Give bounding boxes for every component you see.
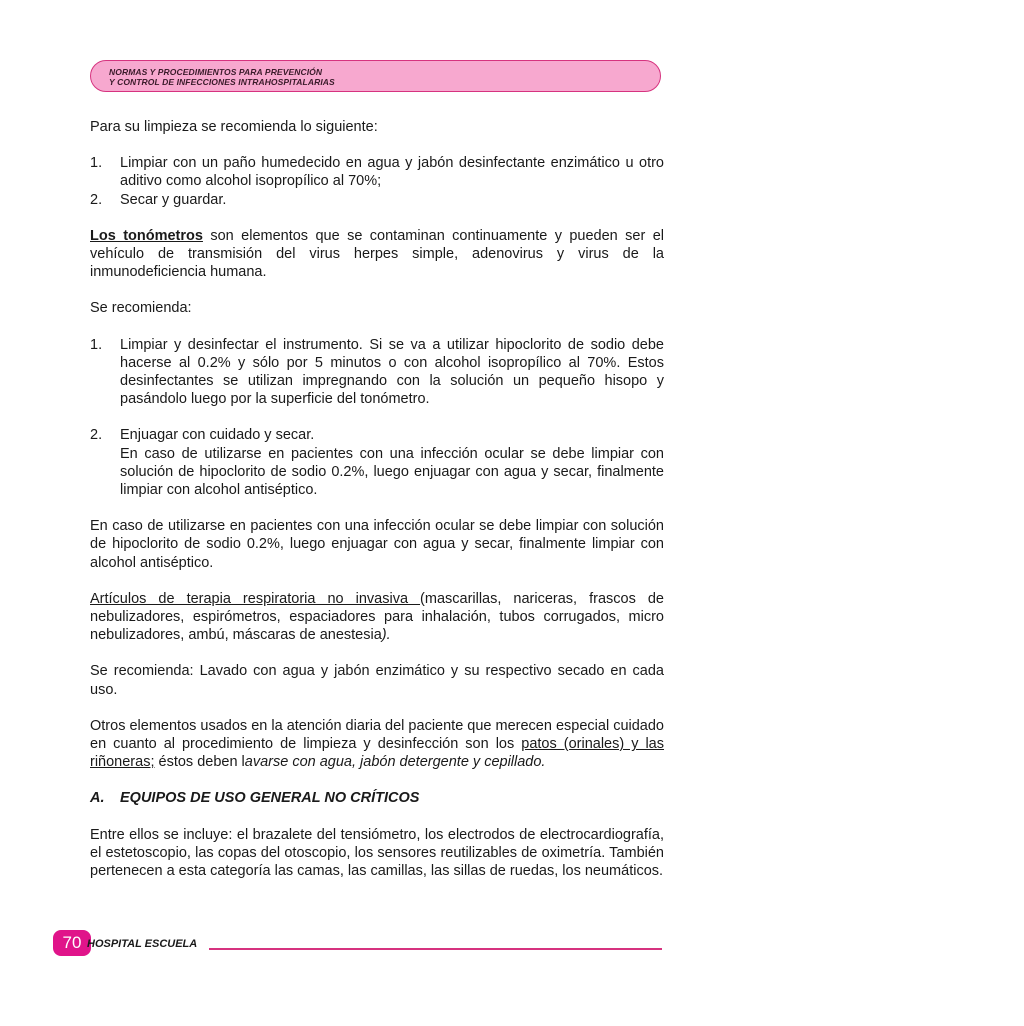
list-item — [90, 154, 664, 190]
intro-paragraph: Para su limpieza se recomienda lo siguiente: — [90, 119, 378, 135]
page-number-badge: 70 — [53, 930, 91, 956]
list-text: Secar y guardar. — [120, 191, 227, 208]
articulos-term: Artículos de terapia respiratoria no invasiva — [90, 590, 421, 607]
list-number: 2. — [90, 427, 103, 444]
list-number: 1. — [90, 336, 103, 353]
otros-underlined: patos (orinales) y las riñoneras; — [90, 736, 665, 771]
list-text: En caso de utilizarse en pacientes con una infección ocular se debe limpiar con solución de hipoclorito de sodio 0.2%, luego enjuagar con agua y secar, finalmente limpiar con alcohol antiséptico. — [120, 445, 664, 499]
articulos-paragraph — [90, 590, 664, 645]
caso-ocular-paragraph: En caso de utilizarse en pacientes con una infección ocular se debe limpiar con solución de hipoclorito de sodio 0.2%, luego enjuagar con agua y secar, finalmente limpiar con alcohol antiséptico. — [90, 518, 664, 571]
footer-rule — [209, 948, 662, 950]
list-text: Enjuagar con cuidado y secar. — [120, 427, 315, 444]
tonometros-term: Los tonómetros — [90, 227, 203, 244]
articulos-close: ). — [381, 627, 391, 644]
section-title: EQUIPOS DE USO GENERAL NO CRÍTICOS — [120, 790, 420, 807]
header-title — [109, 67, 335, 87]
list-number: 1. — [90, 155, 103, 172]
se-recomienda-label: Se recomienda: — [90, 300, 192, 317]
list-text: Limpiar y desinfectar el instrumento. Si se va a utilizar hipoclorito de sodio debe hacerse al 0.2% y sólo por 5 minutos o con alcohol isopropílico al 70%. Estos desinfectantes se utilizan impregnando con la solución un pequeño hisopo y pasándolo luego por la superficie del tonómetro. — [120, 336, 664, 408]
list-item — [90, 191, 664, 209]
header-line-1: NORMAS Y PROCEDIMIENTOS PARA PREVENCIÓN — [109, 67, 323, 77]
otros-text: Otros elementos usados en la atención diaria del paciente que merecen especial cuidado en cuanto al procedimiento de limpieza y desinfección son los — [90, 717, 664, 753]
otros-italic: avarse con agua, jabón detergente y cepillado. — [244, 754, 546, 771]
footer-label: HOSPITAL ESCUELA — [87, 938, 198, 950]
otros-paragraph — [90, 717, 664, 772]
section-letter: A. — [90, 790, 105, 807]
tonometros-paragraph — [90, 227, 664, 282]
section-heading — [90, 789, 664, 807]
otros-text: éstos deben l — [154, 754, 245, 771]
tonometros-text: son elementos que se contaminan continuamente y pueden ser el vehículo de transmisión del virus herpes simple, adenovirus y virus de la inmunodeficiencia humana. — [90, 227, 664, 281]
page-content — [90, 118, 664, 880]
list-number: 2. — [90, 191, 103, 208]
list-item — [90, 426, 664, 499]
articulos-text: (mascarillas, nariceras, frascos de nebulizadores, espirómetros, espaciadores para inhalación, tubos corrugados, micro nebulizadores, ambú, máscaras de anestesia — [90, 590, 664, 644]
list-text: Limpiar con un paño humedecido en agua y jabón desinfectante enzimático u otro aditivo como alcohol isopropílico al 70%; — [120, 155, 664, 190]
lavado-paragraph: Se recomienda: Lavado con agua y jabón enzimático y su respectivo secado en cada uso. — [90, 663, 664, 698]
header-line-2: Y CONTROL DE INFECCIONES INTRAHOSPITALARIAS — [109, 77, 335, 87]
list-item — [90, 336, 664, 409]
header-band — [90, 60, 661, 92]
entre-ellos-paragraph: Entre ellos se incluye: el brazalete del tensiómetro, los electrodos de electrocardiografía, el estetoscopio, las copas del otoscopio, los sensores reutilizables de oximetría. También pertenecen a esta categoría las camas, las camillas, las sillas de ruedas, los neumáticos. — [90, 826, 664, 880]
